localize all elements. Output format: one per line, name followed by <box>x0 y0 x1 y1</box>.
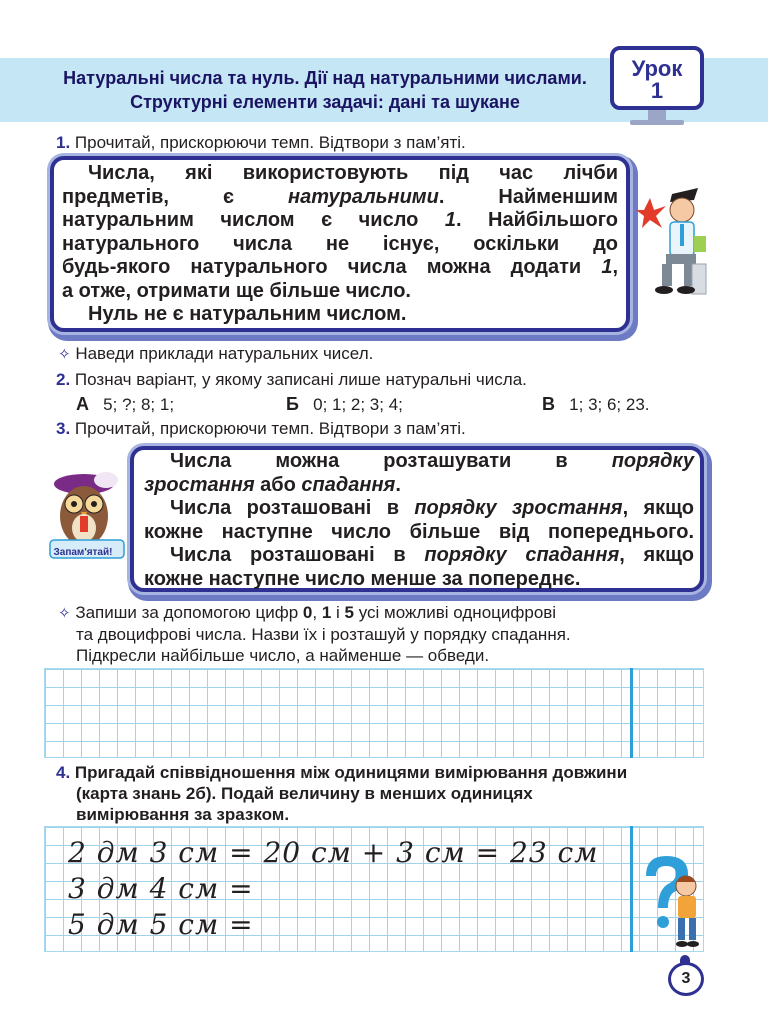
handwritten-example-3: 5 дм 5 см = <box>68 908 254 941</box>
boy-question-illustration <box>636 856 704 950</box>
task1-instruction-line <box>56 132 466 154</box>
rule3-line6: кожне наступне число менше за попереднє. <box>144 567 581 590</box>
handwritten-example-1: 2 дм 3 см = 20 см + 3 см = 23 см <box>68 836 599 869</box>
rule1-line3: натуральним числом є число 1. Найбільшого <box>62 209 618 231</box>
rule1-line7: Нуль не є натуральним числом. <box>88 303 407 325</box>
option-a-values: 5; ?; 8; 1; <box>103 395 175 414</box>
option-b-letter: Б <box>286 394 299 414</box>
grid2-margin-line <box>630 826 633 952</box>
page-title-line2: Структурні елементи задачі: дані та шукане <box>130 92 520 112</box>
diamond-bullet-icon: ✧ <box>58 605 71 622</box>
task1-sub-line <box>58 343 373 366</box>
task3-instruction: Прочитай, прискорюючи темп. Відтвори з пам’яті. <box>74 419 466 438</box>
option-c-values: 1; 3; 6; 23. <box>569 395 650 414</box>
lesson-badge <box>610 46 704 110</box>
rule1-line1: Числа, які використовують під час лічби <box>88 162 618 184</box>
rule3-line3: Числа розташовані в порядку зростання, якщо <box>170 497 694 519</box>
task1-number: 1. <box>56 133 71 152</box>
task1-rule-text <box>62 162 618 327</box>
diamond-bullet-icon: ✧ <box>58 346 71 363</box>
rule3-line5: Числа розташовані в порядку спадання, якщо <box>170 544 694 566</box>
task1-sub-instruction: Наведи приклади натуральних чисел. <box>75 344 374 363</box>
answer-grid-1[interactable] <box>44 668 704 758</box>
lesson-label: Урок <box>631 56 683 81</box>
task4-line3: вимірювання за зразком. <box>76 805 290 824</box>
task3-rule-text <box>144 450 694 591</box>
task2-option-a[interactable] <box>76 393 174 416</box>
task4-line2: (карта знань 2б). Подай величину в менших одиницях <box>76 784 533 803</box>
monitor-stand-icon <box>648 110 666 120</box>
task3-sub-line1: ✧ Запиши за допомогою цифр 0, 1 і 5 усі можливі одноцифрові <box>58 603 557 622</box>
rule1-line5: будь-якого натурального числа можна додати 1, <box>62 256 618 278</box>
option-b-values: 0; 1; 2; 3; 4; <box>313 395 403 414</box>
page-title-line1: Натуральні числа та нуль. Дії над натуральними числами. <box>63 68 587 88</box>
rule1-line6: а отже, отримати ще більше число. <box>62 279 411 302</box>
monitor-base-icon <box>630 120 684 125</box>
lesson-number: 1 <box>650 78 664 103</box>
task3-number: 3. <box>56 419 71 438</box>
task2-option-b[interactable] <box>286 393 403 416</box>
task2-option-c[interactable] <box>542 393 650 416</box>
task4-line1: 4. Пригадай співвідношення між одиницями вимірювання довжини <box>56 763 628 782</box>
professor-illustration <box>636 180 708 300</box>
task3-instruction-line <box>56 418 466 440</box>
rule3-line2: зростання або спадання. <box>144 473 401 496</box>
task2-instruction-line <box>56 369 527 391</box>
rule1-line4: натурального числа не існує, оскільки до <box>62 232 618 255</box>
task3-sub-line2: та двоцифрові числа. Назви їх і розташуй у порядку спадання. <box>76 625 571 644</box>
idea-burst-icon <box>636 198 666 228</box>
rule3-line4: кожне наступне число більше від попереднього. <box>144 520 694 543</box>
task2-instruction: Познач варіант, у якому записані лише натуральні числа. <box>74 370 527 389</box>
grid1-margin-line <box>630 668 633 758</box>
option-a-letter: А <box>76 394 89 414</box>
page-number: 3 <box>668 962 704 996</box>
option-c-letter: В <box>542 394 555 414</box>
task4-number: 4. <box>56 763 71 782</box>
rule3-line1: Числа можна розташувати в порядку <box>170 450 694 472</box>
page-title <box>40 66 610 114</box>
rule1-line2: предметів, є натуральними. Найменшим <box>62 185 618 208</box>
task1-instruction: Прочитай, прискорюючи темп. Відтвори з пам’яті. <box>74 133 466 152</box>
owl-label: Запам'ятай! <box>53 547 113 558</box>
handwritten-example-2: 3 дм 4 см = <box>68 872 254 905</box>
task3-sub-line3: Підкресли найбільше число, а найменше — обведи. <box>76 646 490 665</box>
task2-number: 2. <box>56 370 71 389</box>
